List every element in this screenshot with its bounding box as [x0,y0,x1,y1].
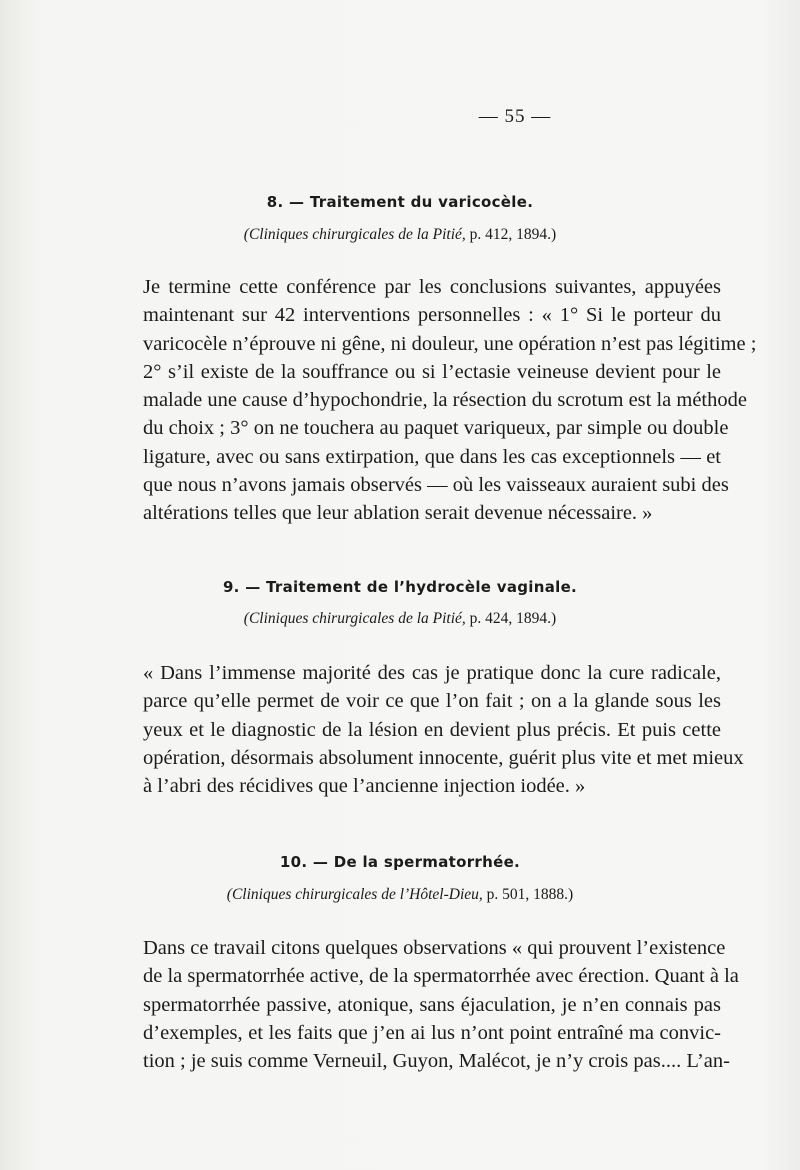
paragraph-line: parce qu’elle permet de voir ce que l’on fait ; on a la glande sous les [143,690,721,713]
paragraph-line: maintenant sur 42 interventions personnelles : « 1° Si le porteur du [143,304,721,327]
citation-open: ( [243,226,249,243]
citation-source: Cliniques chirurgicales de la Pitié, [248,610,466,627]
paragraph-line: ligature, avec ou sans extirpation, que dans les cas exceptionnels — et [143,445,721,468]
paragraph-line: « Dans l’immense majorité des cas je pratique donc la cure radicale, [143,662,721,684]
paragraph-line: opération, désormais absolument innocente, guérit plus vite et met mieux [143,746,744,769]
citation-source: Cliniques chirurgicales de l’Hôtel-Dieu, [231,886,483,903]
section-citation-varicocele [0,226,800,244]
citation-open: ( [243,610,249,627]
section-heading-varicocele: 8. — Traitement du varicocèle. [266,193,534,211]
section-heading-spermatorrhee: 10. — De la spermatorrhée. [279,853,521,871]
section-heading-hydrocele: 9. — Traitement de l’hydrocèle vaginale. [222,578,578,596]
paragraph-line: varicocèle n’éprouve ni gêne, ni douleur, une opération n’est pas légitime ; [143,332,757,355]
citation-ref: p. 501, 1888.) [486,886,574,903]
paragraph-line: yeux et le diagnostic de la lésion en devient plus précis. Et puis cette [143,718,721,741]
paragraph-line: du choix ; 3° on ne touchera au paquet variqueux, par simple ou double [143,417,729,440]
paragraph-hydrocele [143,659,744,800]
paragraph-line: de la spermatorrhée active, de la spermatorrhée avec érection. Quant à la [143,965,739,988]
citation-ref: p. 424, 1894.) [469,610,557,627]
paragraph-line: Je termine cette conférence par les conclusions suivantes, appuyées [143,276,721,298]
page-number: — 55 — [478,106,552,127]
citation-ref: p. 412, 1894.) [469,226,557,243]
paragraph-line: que nous n’avons jamais observés — où les vaisseaux auraient subi des [143,474,729,497]
paragraph-varicocele [143,273,757,528]
paragraph-line: 2° s’il existe de la souffrance ou si l’ectasie veineuse devient pour le [143,360,721,383]
paragraph-line: Dans ce travail citons quelques observations « qui prouvent l’existence [143,937,726,959]
citation-source: Cliniques chirurgicales de la Pitié, [248,226,466,243]
paragraph-line: d’exemples, et les faits que j’en ai lus n’ont point entraîné ma convic- [143,1021,721,1044]
paragraph-line: spermatorrhée passive, atonique, sans éjaculation, je n’en connais pas [143,993,721,1016]
citation-open: ( [226,886,232,903]
section-citation-hydrocele [0,610,800,628]
paragraph-line: malade une cause d’hypochondrie, la résection du scrotum est la méthode [143,389,747,412]
section-citation-spermatorrhee [0,886,800,904]
paragraph-line: tion ; je suis comme Verneuil, Guyon, Malécot, je n’y crois pas.... L’an- [143,1050,730,1073]
paragraph-spermatorrhee [143,934,739,1075]
paragraph-line: à l’abri des récidives que l’ancienne injection iodée. » [143,775,586,798]
paragraph-line: altérations telles que leur ablation serait devenue nécessaire. » [143,502,653,525]
